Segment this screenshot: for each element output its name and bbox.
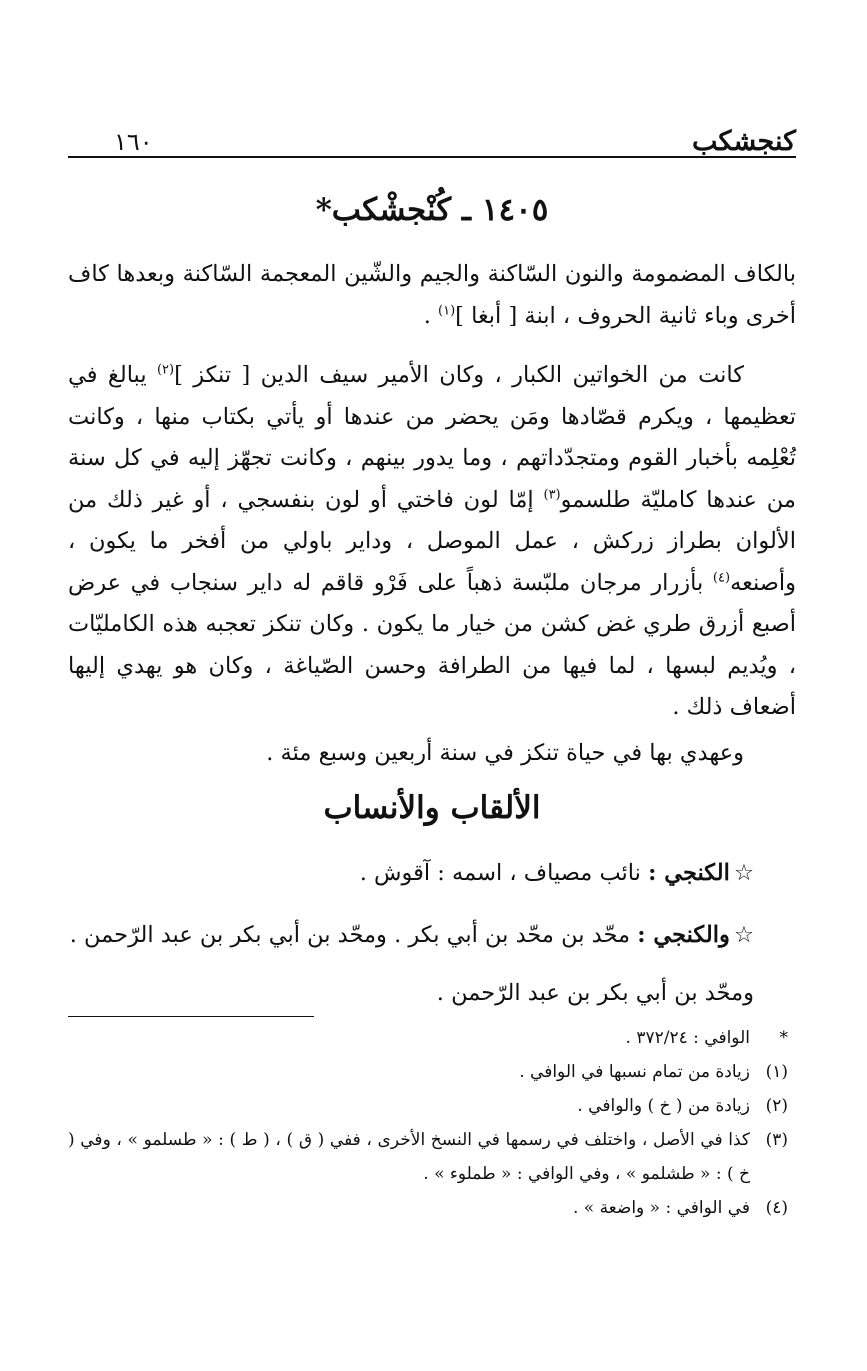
paragraph-text: بأزرار مرجان ملبّسة ذهباً على فَرْو قاقم له داير سنجاب في عرض أصبع أزرق طري غض كشن من خيار ما يكون . وكان تنكز تعجبه هذه الكامليّات ، ويُديم لبسها ، لما فيها من الطرافة وحسن الصّياغة ، وكان هو يهدي إليها أضعاف ذلك . [68,569,796,720]
footnote-text: الوافي : ٣٧٢/٢٤ . [625,1028,750,1048]
running-head-title: كنجشكب [692,126,796,157]
paragraph-text: . [423,302,439,329]
nisba-text: ومحّد بن أبي بكر بن عبد الرّحمن . [436,980,754,1006]
entry-title: ١٤٠٥ ـ كُنْجشْكب* [315,192,549,228]
footnote-item [68,1191,796,1225]
page-number: ١٦٠ [114,128,153,156]
header-rule [68,156,796,158]
footnotes [68,1021,796,1225]
footnote-ref-4[interactable]: (٤) [712,570,731,585]
footnote-text: زيادة من ( خ ) والوافي . [577,1096,750,1116]
star-icon: ☆ [733,922,754,948]
footnote-mark: (٢) [765,1096,788,1116]
footnote-item [68,1055,796,1089]
footnote-mark: * [779,1028,788,1048]
nisba-entry-3 [68,975,754,1011]
paragraph-text: إمّا لون فاختي أو لون بنفسجي ، أو غير ذلك من الألوان بطراز زركش ، عمل الموصل ، وداير باولي من أفخر ما يكون ، وأصنعه [68,486,796,596]
nisba-name: والكنجي : [637,922,730,948]
paragraph-text: يبالغ في تعظيمها ، ويكرم قصّادها ومَن يحضر من عندها أو يأتي بكتاب منها ، وكانت تُعْلِمه بأخبار القوم ومتجدّداتهم ، وما يدور بينهم ، وكانت تجهّز إليه في كل سنة من عندها كامليّة طلسمو [68,362,796,513]
nisba-text: محّد بن محّد بن أبي بكر . ومحّد بن أبي بكر بن عبد الرّحمن . [69,922,638,948]
paragraph-text: بالكاف المضمومة والنون السّاكنة والجيم والشّين المعجمة السّاكنة وبعدها كاف أخرى وباء ثانية الحروف ، ابنة [ أبغا ] [68,261,796,329]
footnote-rule [68,1016,314,1017]
entry-paragraph-2 [68,355,796,729]
entry-paragraph-1 [68,254,796,337]
section-title: الألقاب والأنساب [323,790,541,826]
paragraph-text: كانت من الخواتين الكبار ، وكان الأمير سيف الدين [ تنكز ] [174,362,744,388]
footnote-mark: (١) [765,1062,788,1082]
star-icon: ☆ [733,860,754,886]
book-page [68,0,796,1371]
footnote-ref-3[interactable]: (٣) [543,487,561,502]
footnote-ref-2[interactable]: (٢) [156,362,175,378]
nisba-name: الكنجي : [648,860,730,886]
footnote-text: زيادة من تمام نسبها في الوافي . [519,1062,750,1082]
nisba-text: نائب مصياف ، اسمه : آقوش . [359,860,649,886]
footnote-text: في الوافي : « واضعة » . [572,1198,750,1218]
nisba-entry-1 [68,855,754,891]
footnote-mark: (٣) [765,1130,788,1150]
footnote-item [68,1089,796,1123]
footnote-text: كذا في الأصل ، واختلف في رسمها في النسخ الأخرى ، ففي ( ق ) ، ( ط ) : « طسلمو » ، وفي ( خ ) : « طشلمو » ، وفي الوافي : « طملوء » . [68,1130,750,1184]
footnote-ref-1[interactable]: (١) [438,303,456,318]
entry-paragraph-3: وعهدي بها في حياة تنكز في سنة أربعين وسبع مئة . [266,740,744,766]
nisba-entry-2 [68,917,754,953]
footnote-item [68,1021,796,1055]
footnote-item [68,1123,796,1191]
footnote-mark: (٤) [765,1198,788,1218]
